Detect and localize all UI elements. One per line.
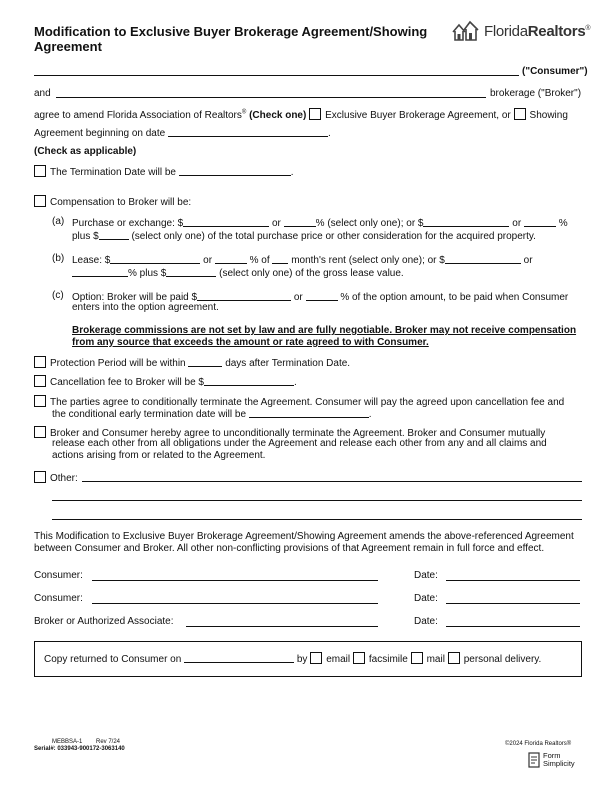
protection-checkbox[interactable]: [34, 356, 46, 368]
comp-b-months-field[interactable]: [272, 253, 288, 264]
comp-a-text3: (select only one) of the total purchase price or other consideration for the acquired property.: [131, 231, 536, 242]
other-label: Other:: [50, 473, 78, 484]
comp-a-or2: or: [512, 218, 522, 229]
broker-label: [490, 88, 581, 99]
personal-delivery-checkbox[interactable]: [448, 652, 460, 664]
comp-c-label: (c): [52, 290, 64, 301]
email-label: email: [326, 654, 351, 665]
comp-a-plus-field[interactable]: [99, 229, 129, 240]
cancellation-end: .: [293, 377, 297, 388]
conditional-end: .: [368, 409, 372, 420]
conditional-line1: The parties agree to conditionally terminate the Agreement. Consumer will pay the agreed upon cancellation fee and: [50, 397, 565, 408]
date1-label: Date:: [414, 570, 438, 581]
personal-delivery-label: personal delivery.: [463, 654, 542, 665]
page-title: Modification to Exclusive Buyer Brokerage Agreement/Showing Agreement: [34, 24, 428, 54]
protection-row: [34, 356, 350, 369]
email-checkbox[interactable]: [310, 652, 322, 664]
consumer2-label: Consumer:: [34, 593, 83, 604]
termination-end: .: [290, 167, 294, 178]
unconditional-checkbox[interactable]: [34, 426, 46, 438]
exclusive-buyer-checkbox[interactable]: [309, 108, 321, 120]
logo-word-realtors: Realtors: [527, 22, 586, 40]
comp-c-amount-field[interactable]: [197, 290, 291, 301]
termination-row: [34, 165, 294, 178]
consumer-label: ("Consumer"): [522, 66, 588, 77]
copy-returned-text: Copy returned to Consumer on: [44, 654, 182, 665]
logo-registered-mark: ®: [585, 24, 591, 32]
date2-label: Date:: [414, 593, 438, 604]
termination-text: The Termination Date will be: [50, 167, 176, 178]
form-revision: Rev 7/24: [96, 739, 121, 745]
termination-date-field[interactable]: [179, 165, 291, 176]
comp-b-text2: month's rent (select only one); or $: [291, 255, 445, 266]
exclusive-buyer-label: Exclusive Buyer Brokerage Agreement, or: [325, 110, 511, 121]
beginning-text: Agreement beginning on date: [34, 128, 166, 139]
copy-by: by: [296, 654, 308, 665]
comp-a-amount2-field[interactable]: [423, 216, 509, 227]
comp-b-pct2-field[interactable]: [72, 266, 128, 277]
florida-realtors-logo: [452, 20, 590, 42]
check-applicable-label: (Check as applicable): [34, 146, 137, 157]
broker-signature-label: Broker or Authorized Associate:: [34, 616, 174, 627]
protection-text1: Protection Period will be within: [50, 358, 186, 369]
compensation-heading: Compensation to Broker will be:: [50, 197, 192, 208]
consumer1-signature-field[interactable]: [92, 580, 378, 581]
closing-line2: between Consumer and Broker. All other non-conflicting provisions of that Agreement remain in full force and effect.: [34, 543, 545, 554]
comp-b-plus: % plus $: [128, 268, 167, 279]
comp-b-amount-field[interactable]: [110, 253, 200, 264]
unconditional-line1: Broker and Consumer hereby agree to unconditionally terminate the Agreement. Broker and Consumer mutually: [50, 428, 546, 439]
brokerage-notice-line1: Brokerage commissions are not set by law and are fully negotiable. Broker may not receive compensation: [72, 325, 577, 336]
comp-b-text3: (select only one) of the gross lease value.: [219, 268, 404, 279]
comp-b-line1: [72, 253, 533, 266]
comp-a-line1: [72, 216, 568, 229]
facsimile-label: facsimile: [368, 654, 408, 665]
cancellation-row: [34, 375, 297, 388]
beginning-date-field[interactable]: [168, 126, 328, 137]
check-one-label: (Check one): [249, 110, 307, 121]
form-id: MEBBSA-1: [52, 739, 83, 745]
facsimile-checkbox[interactable]: [353, 652, 365, 664]
comp-a-pct-field[interactable]: [284, 216, 316, 227]
logo-word-florida: Florida: [484, 22, 528, 40]
mail-label: mail: [426, 654, 445, 665]
comp-b-label: (b): [52, 253, 65, 264]
comp-c-line2: enters into the option agreement.: [72, 302, 219, 313]
comp-b-plus-field[interactable]: [166, 266, 216, 277]
broker-name-field[interactable]: [56, 97, 486, 98]
comp-b-text1: Lease: $: [72, 255, 111, 266]
compensation-checkbox[interactable]: [34, 195, 46, 207]
comp-c-pct-field[interactable]: [306, 290, 338, 301]
beginning-row: [34, 126, 331, 139]
conditional-checkbox[interactable]: [34, 395, 46, 407]
other-checkbox[interactable]: [34, 471, 46, 483]
form-simplicity-logo: [528, 752, 575, 768]
date3-field[interactable]: [446, 626, 580, 627]
and-label: and: [34, 88, 51, 99]
form-simplicity-icon: [528, 752, 540, 768]
copy-date-field[interactable]: [184, 652, 294, 663]
conditional-line2-row: [52, 407, 372, 420]
consumer2-signature-field[interactable]: [92, 603, 378, 604]
compensation-row: [34, 195, 191, 208]
comp-b-pct-field[interactable]: [215, 253, 247, 264]
form-serial: Serial#: 033943-900172-3063140: [34, 746, 125, 752]
closing-line1: This Modification to Exclusive Buyer Brokerage Agreement/Showing Agreement amends the above-referenced Agreement: [34, 531, 574, 542]
other-row: [34, 471, 78, 484]
conditional-date-field[interactable]: [249, 407, 369, 418]
comp-a-label: (a): [52, 216, 65, 227]
consumer1-label: Consumer:: [34, 570, 83, 581]
cancellation-text: Cancellation fee to Broker will be $: [50, 377, 204, 388]
consumer-name-field[interactable]: [34, 75, 519, 76]
comp-a-pct2-field[interactable]: [524, 216, 556, 227]
comp-b-or2: or: [523, 255, 533, 266]
amend-text: agree to amend Florida Association of Realtors: [34, 110, 242, 121]
other-field-line-1[interactable]: [82, 481, 582, 482]
comp-a-or1: or: [271, 218, 281, 229]
conditional-line2: the conditional early termination date will be: [52, 409, 246, 420]
beginning-period: .: [328, 128, 331, 139]
date2-field[interactable]: [446, 603, 580, 604]
protection-text2: days after Termination Date.: [225, 358, 351, 369]
form-simplicity-line2: Simplicity: [543, 759, 575, 768]
form-simplicity-line1: Form: [543, 751, 561, 760]
mail-checkbox[interactable]: [411, 652, 423, 664]
other-field-line-2[interactable]: [52, 500, 582, 501]
comp-c-text1: Option: Broker will be paid $: [72, 292, 198, 303]
showing-checkbox[interactable]: [514, 108, 526, 120]
comp-a-plus: plus $: [72, 231, 99, 242]
comp-a-line2: [72, 229, 536, 242]
amend-registered-mark: ®: [241, 109, 247, 116]
cancellation-fee-field[interactable]: [204, 375, 294, 386]
comp-a-pct-sign: %: [558, 218, 568, 229]
comp-b-amount2-field[interactable]: [445, 253, 521, 264]
unconditional-line2: release each other from all obligations under the Agreement and release each other from any and all claims and: [52, 438, 547, 449]
cancellation-checkbox[interactable]: [34, 375, 46, 387]
copyright: ©2024 Florida Realtors®: [505, 741, 572, 747]
brokerage-notice-line2: from any source that exceeds the amount or rate agreed to with Consumer.: [72, 337, 429, 348]
houses-logo-icon: [452, 20, 480, 42]
comp-b-or1: or: [203, 255, 213, 266]
broker-signature-field[interactable]: [186, 626, 378, 627]
termination-checkbox[interactable]: [34, 165, 46, 177]
comp-b-pct-of: % of: [249, 255, 270, 266]
broker-label-text: brokerage ("Broker"): [490, 88, 582, 99]
amend-row: [34, 108, 568, 121]
unconditional-line3: actions arising from or related to the Agreement.: [52, 450, 266, 461]
date1-field[interactable]: [446, 580, 580, 581]
protection-days-field[interactable]: [188, 356, 222, 367]
other-field-line-3[interactable]: [52, 519, 582, 520]
comp-c-or: or: [293, 292, 303, 303]
comp-b-line2: [72, 266, 404, 279]
comp-c-text2: % of the option amount, to be paid when Consumer: [340, 292, 569, 303]
comp-a-amount-field[interactable]: [183, 216, 269, 227]
comp-a-text1: Purchase or exchange: $: [72, 218, 184, 229]
showing-label: Showing: [529, 110, 568, 121]
copy-returned-row: [44, 652, 541, 665]
date3-label: Date:: [414, 616, 438, 627]
comp-a-text2: % (select only one); or $: [315, 218, 424, 229]
